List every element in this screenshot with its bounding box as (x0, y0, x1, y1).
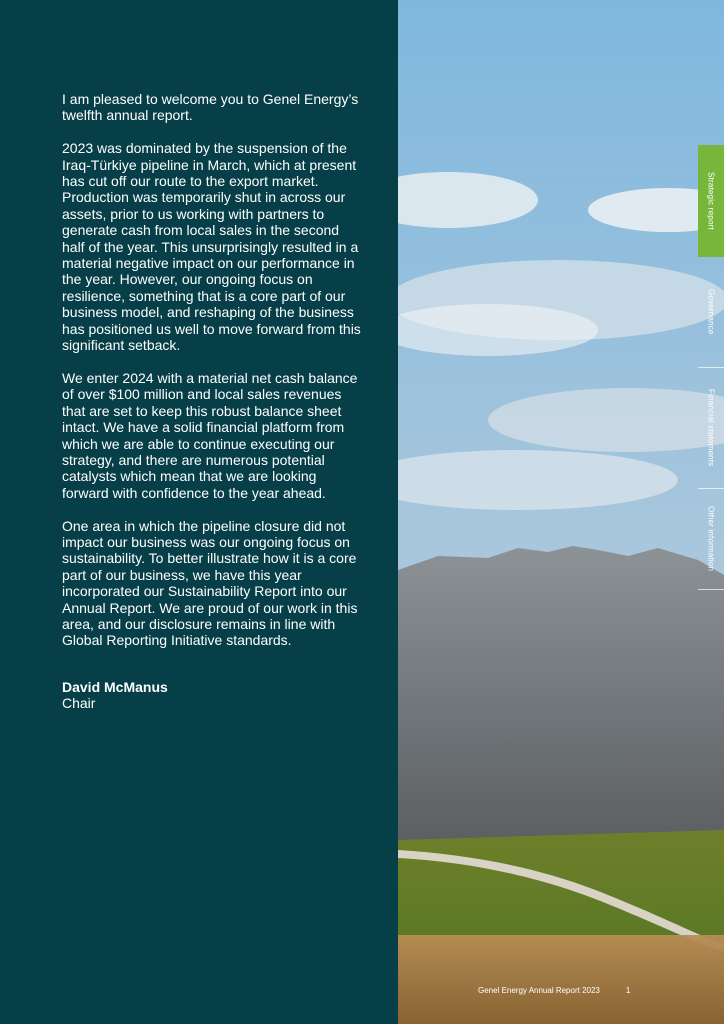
tab-financial-statements-label: Financial statements (706, 389, 716, 467)
tab-strategic-report[interactable] (698, 145, 724, 257)
tab-governance-label: Governance (706, 289, 716, 335)
mountain-landscape-image (398, 0, 724, 1024)
signature-name: David McManus (62, 678, 168, 695)
signature-role: Chair (62, 695, 96, 712)
page-footer (478, 986, 630, 995)
section-nav (698, 145, 724, 590)
tab-governance[interactable] (698, 257, 724, 368)
letter-paragraph-4: One area in which the pipeline closure did not impact our business was our ongoing focus on sustainability. To better illustrate how it is a core part of our business, we have this year incorporated our Sustainability Report into our Annual Report. We are proud of our work in this area, and our disclosure remains in line with Global Reporting Initiative standards. (62, 517, 358, 649)
letter-paragraph-2: 2023 was dominated by the suspension of the Iraq-Türkiye pipeline in March, which at present has cut off our route to the export market. Production was temporarily shut in across our assets, prior to us working with partners to generate cash from local sales in the second half of the year. This unsurprisingly resulted in a material negative impact on our performance in the year. However, our ongoing focus on resilience, something that is a core part of our business model, and reshaping of the business has positioned us well to move forward from this significant setback. (62, 140, 361, 354)
signature (62, 679, 362, 712)
tab-strategic-report-label: Strategic report (706, 172, 716, 230)
tab-financial-statements[interactable] (698, 368, 724, 489)
letter-paragraph-3: We enter 2024 with a material net cash balance of over $100 million and local sales revenues that are set to keep this robust balance sheet intact. We have a solid financial platform from which we are able to continue executing our strategy, and there are numerous potential catalysts which mean that we are looking forward with confidence to the year ahead. (62, 369, 358, 501)
footer-report-title: Genel Energy Annual Report 2023 (478, 986, 600, 995)
tab-other-information[interactable] (698, 489, 724, 590)
page-number: 1 (625, 986, 631, 995)
landscape-photo (398, 0, 724, 1024)
letter-paragraph-1: I am pleased to welcome you to Genel Energy’s twelfth annual report. (62, 91, 359, 124)
chair-letter (62, 91, 362, 712)
tab-other-information-label: Other information (706, 506, 716, 572)
